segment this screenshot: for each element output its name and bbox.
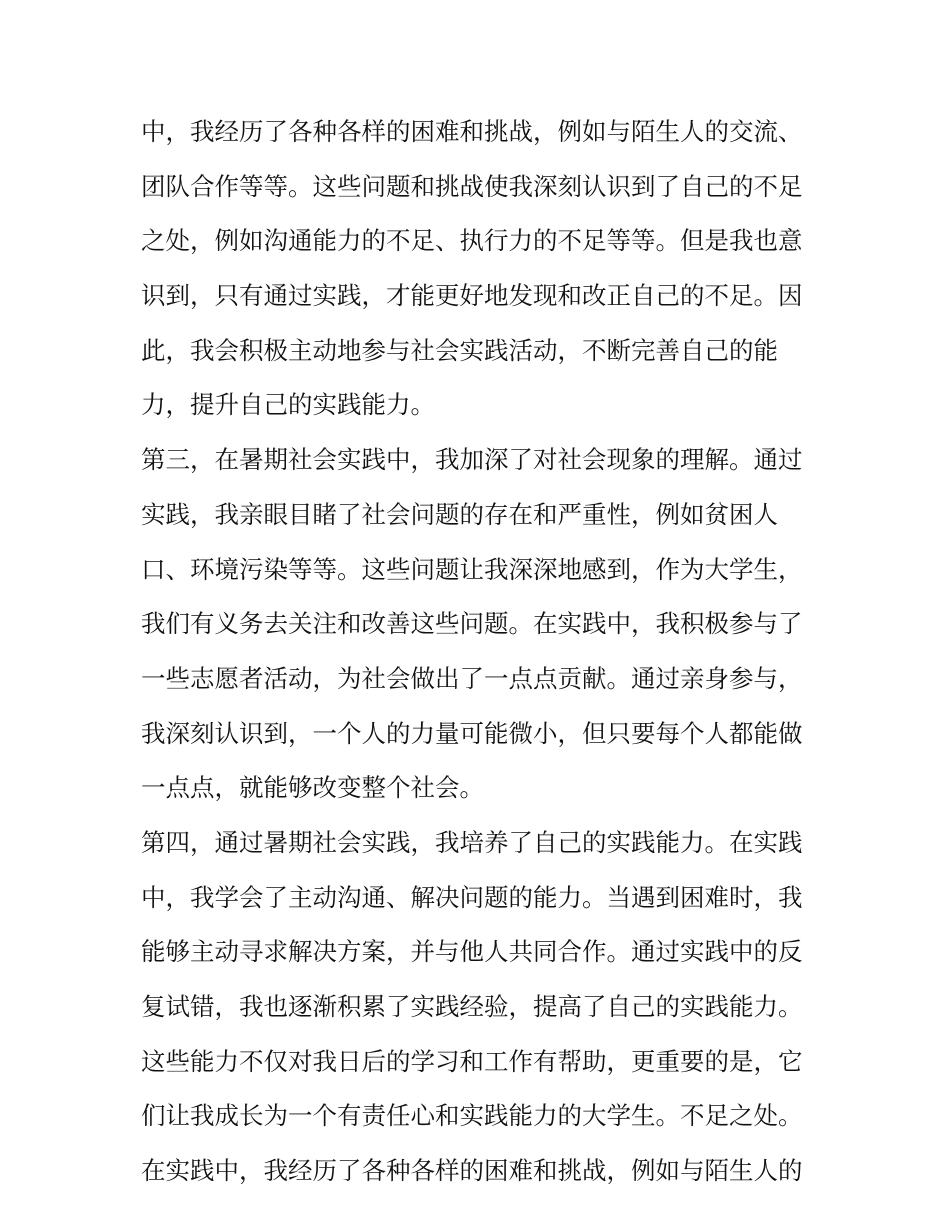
text-line: 实践，我亲眼目睹了社会问题的存在和严重性，例如贫困人 [141,499,778,529]
text-line: 识到，只有通过实践，才能更好地发现和改正自己的不足。因 [141,281,803,311]
text-line: 口、环境污染等等。这些问题让我深深地感到，作为大学生， [141,554,803,584]
body-text [141,105,816,1199]
text-line: 我们有义务去关注和改善这些问题。在实践中，我积极参与了 [141,609,803,639]
text-line: 能够主动寻求解决方案，并与他人共同合作。通过实践中的反 [141,937,803,967]
text-line: 第四，通过暑期社会实践，我培养了自己的实践能力。在实践 [141,827,803,857]
text-line: 在实践中，我经历了各种各样的困难和挑战，例如与陌生人的 [141,1156,803,1186]
text-line: 中，我经历了各种各样的困难和挑战，例如与陌生人的交流、 [141,117,803,146]
text-line: 之处，例如沟通能力的不足、执行力的不足等等。但是我也意 [141,226,803,256]
text-line: 力，提升自己的实践能力。 [141,390,435,420]
text-line: 一些志愿者活动，为社会做出了一点点贡献。通过亲身参与， [141,663,803,693]
text-line: 我深刻认识到，一个人的力量可能微小，但只要每个人都能做 [141,718,803,748]
text-line: 此，我会积极主动地参与社会实践活动，不断完善自己的能 [141,335,778,365]
text-line: 们让我成长为一个有责任心和实践能力的大学生。不足之处。 [141,1101,803,1131]
text-line: 中，我学会了主动沟通、解决问题的能力。当遇到困难时，我 [141,882,803,912]
text-line: 这些能力不仅对我日后的学习和工作有帮助，更重要的是，它 [141,1046,803,1076]
text-line: 团队合作等等。这些问题和挑战使我深刻认识到了自己的不足 [141,171,803,201]
text-line: 复试错，我也逐渐积累了实践经验，提高了自己的实践能力。 [141,992,803,1021]
text-line: 第三，在暑期社会实践中，我加深了对社会现象的理解。通过 [141,445,803,475]
text-line: 一点点，就能够改变整个社会。 [141,773,484,803]
